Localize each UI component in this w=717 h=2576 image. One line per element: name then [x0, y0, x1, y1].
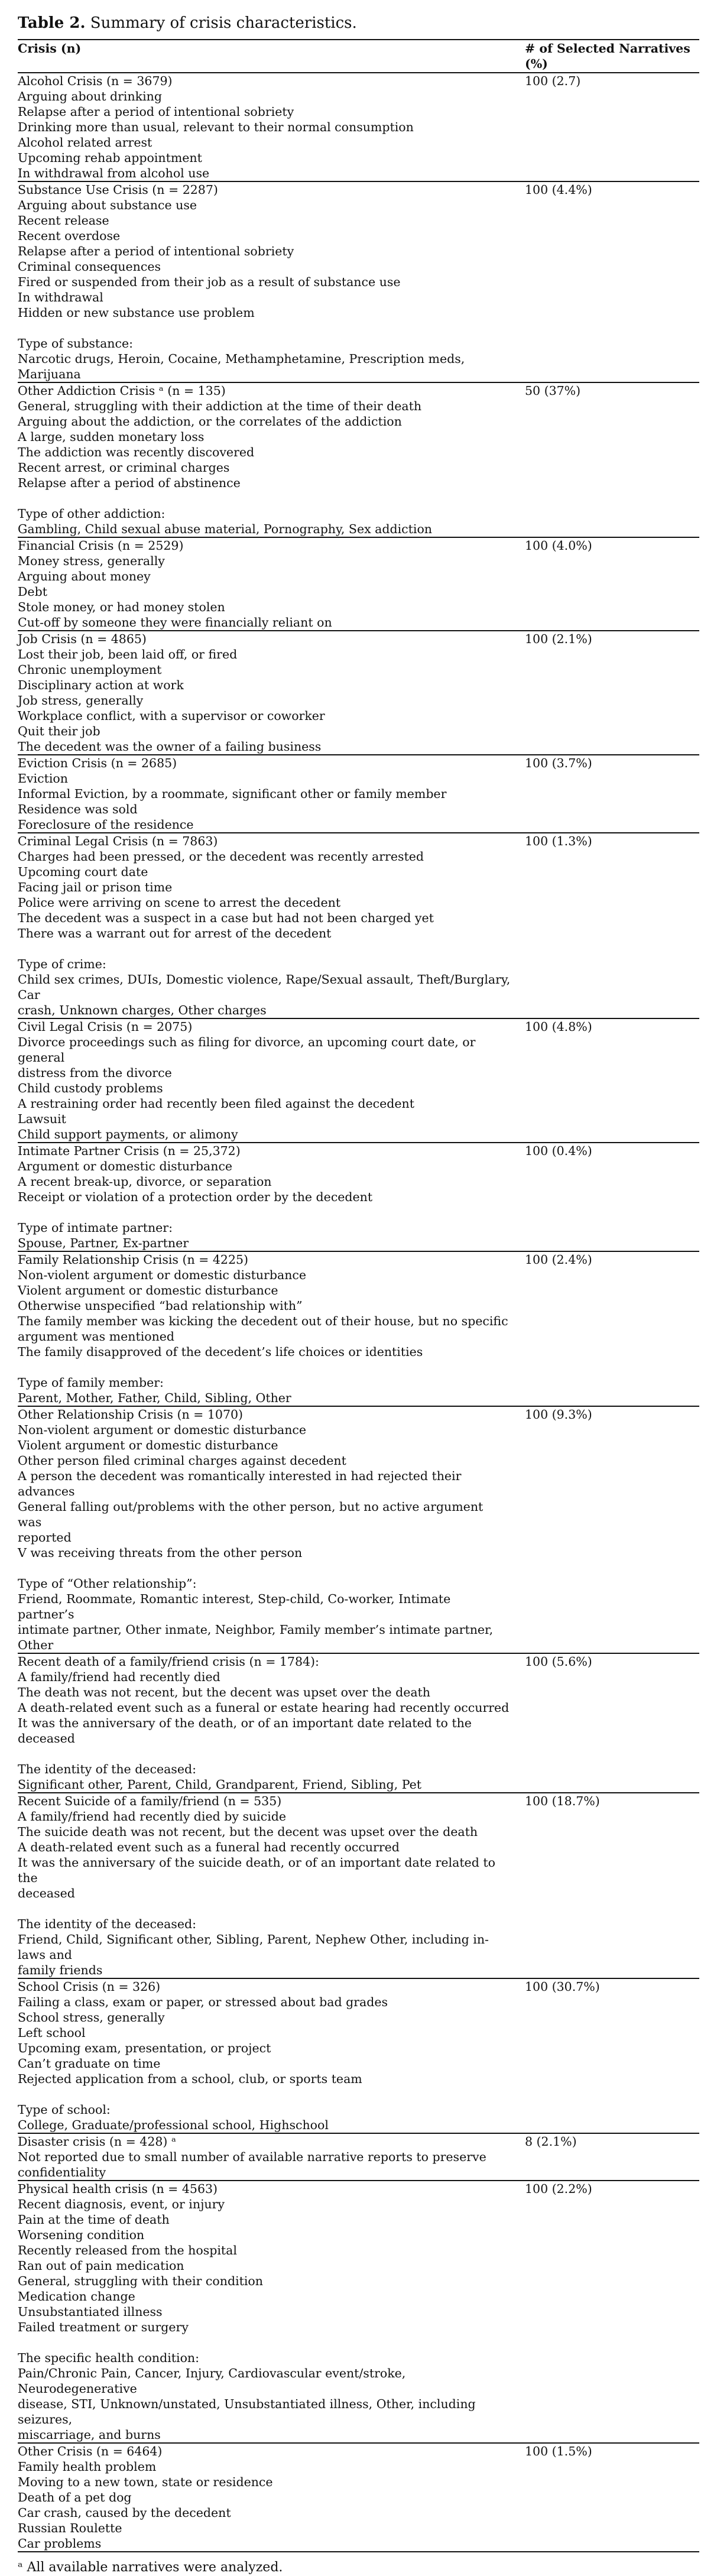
list-item: Otherwise unspecified “bad relationship with”: [18, 1299, 303, 1313]
list-item: Can’t graduate on time: [18, 2056, 161, 2071]
section-items: [18, 1994, 525, 2133]
section-body-row: [18, 553, 699, 631]
list-item: A person the decedent was romantically interested in had rejected their advances: [18, 1469, 462, 1498]
caption-text: Summary of crisis characteristics.: [90, 14, 357, 32]
section-body-row: [18, 1159, 699, 1251]
list-item: The family disapproved of the decedent’s life choices or identities: [18, 1345, 423, 1359]
section-title: Financial Crisis (n = 2529): [18, 537, 525, 553]
section-count: 8 (2.1%): [525, 2133, 699, 2149]
section-title: Substance Use Crisis (n = 2287): [18, 181, 525, 197]
header-selected: # of Selected Narratives (%): [525, 40, 699, 73]
list-item: A family/friend had recently died by suicide: [18, 1809, 287, 1824]
list-item: The suicide death was not recent, but the decent was upset over the death: [18, 1825, 478, 1839]
section-count: 100 (5.6%): [525, 1653, 699, 1669]
section-header-row: [18, 1793, 699, 1809]
section-items: [18, 197, 525, 382]
type-label: Type of “Other relationship”:: [18, 1576, 197, 1591]
list-item: A recent break-up, divorce, or separation: [18, 1175, 272, 1189]
section-title: Eviction Crisis (n = 2685): [18, 755, 525, 771]
empty-cell: [525, 1267, 699, 1406]
list-item: Money stress, generally: [18, 554, 165, 568]
section-body-row: [18, 1994, 699, 2133]
list-item: Arguing about drinking: [18, 89, 162, 103]
section-count: 100 (0.4%): [525, 1143, 699, 1159]
empty-cell: [525, 398, 699, 537]
section-title: Disaster crisis (n = 428) ᵃ: [18, 2133, 525, 2149]
empty-cell: [525, 1994, 699, 2133]
list-item: Cut-off by someone they were financially reliant on: [18, 615, 332, 630]
list-item: General, struggling with their condition: [18, 2274, 263, 2288]
list-item: Medication change: [18, 2289, 135, 2304]
list-item: In withdrawal: [18, 290, 103, 304]
list-item: Moving to a new town, state or residence: [18, 2475, 273, 2489]
list-item: Residence was sold: [18, 802, 138, 816]
list-item: Police were arriving on scene to arrest the decedent: [18, 896, 341, 910]
list-item: Criminal consequences: [18, 259, 161, 274]
list-item: Recent arrest, or criminal charges: [18, 460, 230, 475]
empty-cell: [525, 1422, 699, 1653]
spacer: [18, 2087, 511, 2102]
section-body-row: [18, 1034, 699, 1143]
type-label: Type of family member:: [18, 1375, 164, 1390]
section-items: [18, 1422, 525, 1653]
list-item: A family/friend had recently died: [18, 1670, 220, 1684]
list-item: Worsening condition: [18, 2228, 145, 2242]
list-item: Arguing about the addiction, or the correlates of the addiction: [18, 414, 402, 429]
section-body-row: [18, 647, 699, 755]
list-item: A death-related event such as a funeral had recently occurred: [18, 1840, 400, 1854]
list-item: General falling out/problems with the other person, but no active argument was: [18, 1500, 484, 1529]
section-header-row: [18, 2133, 699, 2149]
section-title: Other Crisis (n = 6464): [18, 2443, 525, 2459]
list-item: Quit their job: [18, 724, 100, 738]
section-count: 100 (4.8%): [525, 1018, 699, 1034]
list-item: Facing jail or prison time: [18, 880, 173, 894]
type-values: family friends: [18, 1963, 103, 1977]
list-item: The addiction was recently discovered: [18, 445, 255, 459]
section-count: 100 (4.4%): [525, 181, 699, 197]
list-item: reported: [18, 1530, 72, 1545]
type-values: Parent, Mother, Father, Child, Sibling, Other: [18, 1391, 291, 1405]
list-item: Relapse after a period of intentional sobriety: [18, 244, 294, 258]
type-values: miscarriage, and burns: [18, 2428, 161, 2442]
list-item: Violent argument or domestic disturbance: [18, 1438, 278, 1452]
list-item: Russian Roulette: [18, 2521, 122, 2535]
section-count: 100 (2.7): [525, 73, 699, 89]
section-header-row: [18, 1653, 699, 1669]
list-item: Failing a class, exam or paper, or stressed about bad grades: [18, 1995, 388, 2009]
section-body-row: [18, 197, 699, 382]
list-item: Debt: [18, 585, 47, 599]
table-footnote: ᵃ All available narratives were analyzed.: [18, 2560, 283, 2575]
section-items: [18, 553, 525, 631]
section-items: [18, 2149, 525, 2181]
table-body: [18, 73, 699, 2552]
list-item: Upcoming exam, presentation, or project: [18, 2041, 271, 2055]
section-items: [18, 1267, 525, 1406]
list-item: Child support payments, or alimony: [18, 1127, 238, 1141]
type-values: College, Graduate/professional school, Highschool: [18, 2118, 329, 2132]
section-count: 50 (37%): [525, 382, 699, 398]
section-items: [18, 2459, 525, 2552]
list-item: Pain at the time of death: [18, 2212, 170, 2227]
type-values: Child sex crimes, DUIs, Domestic violence, Rape/Sexual assault, Theft/Burglary, Car: [18, 972, 511, 1002]
type-label: The specific health condition:: [18, 2351, 200, 2365]
section-body-row: [18, 1809, 699, 1978]
list-item: Job stress, generally: [18, 693, 144, 708]
list-item: Ran out of pain medication: [18, 2259, 184, 2273]
list-item: Receipt or violation of a protection order by the decedent: [18, 1190, 373, 1204]
empty-cell: [525, 553, 699, 631]
table-header-row: [18, 40, 699, 73]
section-header-row: [18, 1978, 699, 1994]
list-item: Recent release: [18, 213, 109, 228]
type-label: The identity of the deceased:: [18, 1762, 196, 1776]
list-item: Relapse after a period of intentional sobriety: [18, 105, 294, 119]
section-count: 100 (2.4%): [525, 1251, 699, 1267]
section-header-row: [18, 1406, 699, 1422]
section-header-row: [18, 382, 699, 398]
section-header-row: [18, 2443, 699, 2459]
section-body-row: [18, 398, 699, 537]
section-title: Criminal Legal Crisis (n = 7863): [18, 833, 525, 849]
empty-cell: [525, 1159, 699, 1251]
list-item: Left school: [18, 2026, 86, 2040]
crisis-table: [18, 39, 699, 2552]
list-item: Workplace conflict, with a supervisor or coworker: [18, 709, 325, 723]
list-item: General, struggling with their addiction at the time of their death: [18, 399, 422, 413]
section-items: [18, 1159, 525, 1251]
section-items: [18, 647, 525, 755]
list-item: Rejected application from a school, club, or sports team: [18, 2072, 362, 2086]
list-item: Upcoming rehab appointment: [18, 151, 202, 165]
section-header-row: [18, 631, 699, 647]
type-label: Type of intimate partner:: [18, 1221, 173, 1235]
type-label: Type of other addiction:: [18, 507, 166, 521]
section-title: Intimate Partner Crisis (n = 25,372): [18, 1143, 525, 1159]
list-item: Recent diagnosis, event, or injury: [18, 2197, 225, 2211]
list-item: Failed treatment or surgery: [18, 2320, 189, 2334]
list-item: Unsubstantiated illness: [18, 2305, 163, 2319]
list-item: The death was not recent, but the decent was upset over the death: [18, 1685, 430, 1699]
section-title: Recent death of a family/friend crisis (n = 1784):: [18, 1653, 525, 1669]
section-count: 100 (1.3%): [525, 833, 699, 849]
list-item: Argument or domestic disturbance: [18, 1159, 233, 1173]
list-item: In withdrawal from alcohol use: [18, 166, 210, 180]
list-item: Foreclosure of the residence: [18, 817, 194, 832]
type-label: Type of crime:: [18, 957, 106, 971]
header-crisis: Crisis (n): [18, 40, 525, 73]
section-count: 100 (2.1%): [525, 631, 699, 647]
section-title: School Crisis (n = 326): [18, 1978, 525, 1994]
list-item: The decedent was a suspect in a case but had not been charged yet: [18, 911, 434, 925]
empty-cell: [525, 2459, 699, 2552]
list-item: A large, sudden monetary loss: [18, 430, 205, 444]
empty-cell: [525, 1034, 699, 1143]
list-item: confidentiality: [18, 2165, 106, 2179]
section-header-row: [18, 833, 699, 849]
list-item: Violent argument or domestic disturbance: [18, 1283, 278, 1297]
section-header-row: [18, 1018, 699, 1034]
type-label: The identity of the deceased:: [18, 1917, 196, 1931]
section-header-row: [18, 1143, 699, 1159]
section-items: [18, 89, 525, 181]
section-count: 100 (3.7%): [525, 755, 699, 771]
list-item: Disciplinary action at work: [18, 678, 184, 692]
section-header-row: [18, 181, 699, 197]
list-item: Lost their job, been laid off, or fired: [18, 647, 238, 661]
type-values: Friend, Child, Significant other, Sibling, Parent, Nephew Other, including in-laws and: [18, 1932, 489, 1962]
list-item: Upcoming court date: [18, 865, 148, 879]
section-count: 100 (18.7%): [525, 1793, 699, 1809]
section-body-row: [18, 771, 699, 833]
empty-cell: [525, 2149, 699, 2181]
type-label: Type of substance:: [18, 336, 134, 351]
list-item: Charges had been pressed, or the decedent was recently arrested: [18, 849, 424, 864]
spacer: [18, 320, 511, 336]
empty-cell: [525, 2197, 699, 2443]
list-item: deceased: [18, 1886, 75, 1900]
section-header-row: [18, 537, 699, 553]
empty-cell: [525, 1809, 699, 1978]
empty-cell: [525, 771, 699, 833]
list-item: Lawsuit: [18, 1112, 66, 1126]
list-item: Other person filed criminal charges against decedent: [18, 1454, 346, 1468]
type-values: Gambling, Child sexual abuse material, Pornography, Sex addiction: [18, 522, 433, 536]
section-body-row: [18, 2149, 699, 2181]
section-count: 100 (9.3%): [525, 1406, 699, 1422]
empty-cell: [525, 197, 699, 382]
table-caption: [18, 13, 699, 33]
list-item: argument was mentioned: [18, 1329, 175, 1344]
list-item: Alcohol related arrest: [18, 135, 153, 150]
list-item: Relapse after a period of abstinence: [18, 476, 241, 490]
type-values: disease, STI, Unknown/unstated, Unsubstantiated illness, Other, including seizures,: [18, 2397, 476, 2426]
list-item: Car crash, caused by the decedent: [18, 2506, 231, 2520]
section-title: Recent Suicide of a family/friend (n = 535): [18, 1793, 525, 1809]
spacer: [18, 1901, 511, 1916]
list-item: It was the anniversary of the suicide death, or of an important date related to the: [18, 1855, 495, 1885]
section-items: [18, 1669, 525, 1793]
list-item: Recently released from the hospital: [18, 2243, 237, 2257]
list-item: Fired or suspended from their job as a result of substance use: [18, 275, 401, 289]
spacer: [18, 1205, 511, 1220]
type-label: Type of school:: [18, 2103, 111, 2117]
list-item: Eviction: [18, 771, 68, 786]
type-values: Narcotic drugs, Heroin, Cocaine, Methamphetamine, Prescription meds, Marijuana: [18, 352, 465, 381]
type-values: Spouse, Partner, Ex-partner: [18, 1236, 189, 1250]
list-item: Drinking more than usual, relevant to their normal consumption: [18, 120, 414, 134]
section-body-row: [18, 1267, 699, 1406]
list-item: Stole money, or had money stolen: [18, 600, 225, 614]
list-item: The family member was kicking the decedent out of their house, but no specific: [18, 1314, 508, 1328]
list-item: Car problems: [18, 2536, 102, 2551]
list-item: Chronic unemployment: [18, 663, 162, 677]
list-item: Not reported due to small number of available narrative reports to preserve: [18, 2150, 486, 2164]
list-item: Non-violent argument or domestic disturbance: [18, 1268, 307, 1282]
list-item: Family health problem: [18, 2460, 157, 2474]
section-items: [18, 2197, 525, 2443]
list-item: Arguing about substance use: [18, 198, 197, 212]
section-title: Job Crisis (n = 4865): [18, 631, 525, 647]
section-count: 100 (2.2%): [525, 2181, 699, 2197]
list-item: A restraining order had recently been filed against the decedent: [18, 1096, 414, 1111]
list-item: Divorce proceedings such as filing for divorce, an upcoming court date, or general: [18, 1035, 476, 1065]
list-item: Arguing about money: [18, 569, 151, 583]
list-item: Hidden or new substance use problem: [18, 306, 255, 320]
section-title: Civil Legal Crisis (n = 2075): [18, 1018, 525, 1034]
list-item: It was the anniversary of the death, or of an important date related to the deceased: [18, 1716, 472, 1746]
list-item: Non-violent argument or domestic disturbance: [18, 1423, 307, 1437]
section-items: [18, 1809, 525, 1978]
section-body-row: [18, 2459, 699, 2552]
spacer: [18, 941, 511, 956]
section-items: [18, 398, 525, 537]
section-title: Other Addiction Crisis ᵃ (n = 135): [18, 382, 525, 398]
list-item: Recent overdose: [18, 229, 121, 243]
section-title: Physical health crisis (n = 4563): [18, 2181, 525, 2197]
list-item: V was receiving threats from the other person: [18, 1546, 303, 1560]
spacer: [18, 1560, 511, 1576]
section-body-row: [18, 1669, 699, 1793]
section-body-row: [18, 1422, 699, 1653]
spacer: [18, 1360, 511, 1375]
empty-cell: [525, 647, 699, 755]
empty-cell: [525, 849, 699, 1018]
type-values: Pain/Chronic Pain, Cancer, Injury, Cardiovascular event/stroke, Neurodegenerative: [18, 2366, 406, 2396]
section-items: [18, 771, 525, 833]
section-count: 100 (30.7%): [525, 1978, 699, 1994]
section-body-row: [18, 2197, 699, 2443]
section-header-row: [18, 73, 699, 89]
list-item: Informal Eviction, by a roommate, significant other or family member: [18, 787, 447, 801]
list-item: distress from the divorce: [18, 1066, 172, 1080]
section-header-row: [18, 2181, 699, 2197]
section-count: 100 (4.0%): [525, 537, 699, 553]
section-title: Other Relationship Crisis (n = 1070): [18, 1406, 525, 1422]
type-values: Significant other, Parent, Child, Grandparent, Friend, Sibling, Pet: [18, 1777, 421, 1792]
section-title: Alcohol Crisis (n = 3679): [18, 73, 525, 89]
list-item: There was a warrant out for arrest of the decedent: [18, 926, 332, 940]
section-body-row: [18, 89, 699, 181]
empty-cell: [525, 89, 699, 181]
spacer: [18, 2335, 511, 2350]
section-header-row: [18, 755, 699, 771]
list-item: Death of a pet dog: [18, 2490, 132, 2504]
section-items: [18, 849, 525, 1018]
spacer: [18, 1746, 511, 1761]
empty-cell: [525, 1669, 699, 1793]
section-items: [18, 1034, 525, 1143]
caption-label: Table 2.: [18, 14, 86, 32]
type-values: Friend, Roommate, Romantic interest, Step-child, Co-worker, Intimate partner’s: [18, 1592, 451, 1621]
section-count: 100 (1.5%): [525, 2443, 699, 2459]
spacer: [18, 491, 511, 506]
type-values: intimate partner, Other inmate, Neighbor, Family member’s intimate partner, Other: [18, 1623, 494, 1652]
section-title: Family Relationship Crisis (n = 4225): [18, 1251, 525, 1267]
list-item: Child custody problems: [18, 1081, 163, 1095]
section-header-row: [18, 1251, 699, 1267]
section-body-row: [18, 849, 699, 1018]
list-item: The decedent was the owner of a failing business: [18, 739, 322, 754]
list-item: School stress, generally: [18, 2010, 165, 2025]
list-item: A death-related event such as a funeral or estate hearing had recently occurred: [18, 1701, 510, 1715]
type-values: crash, Unknown charges, Other charges: [18, 1003, 267, 1017]
